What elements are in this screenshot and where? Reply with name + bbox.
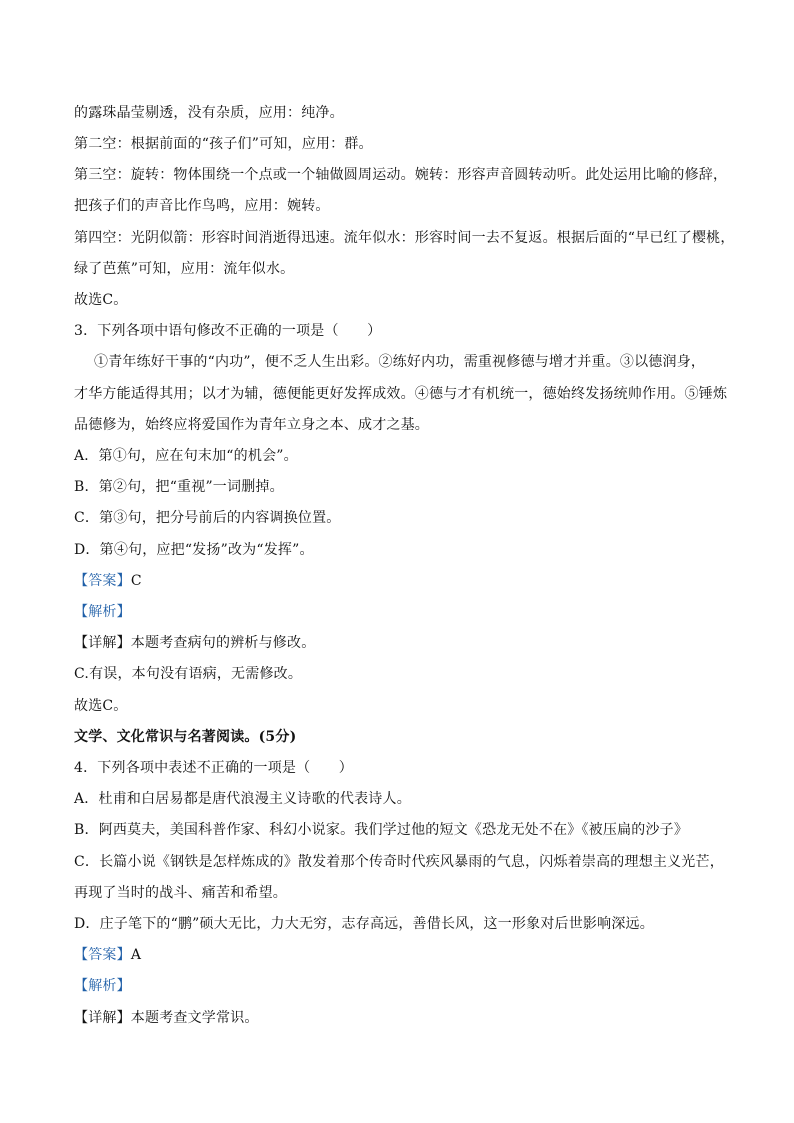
- text-line: 把孩子们的声音比作鸟鸣，应用：婉转。: [74, 198, 330, 214]
- option-c-continued: 再现了当时的战斗、痛苦和希望。: [74, 885, 287, 901]
- question-stem: 4．下列各项中表述不正确的一项是（ ）: [74, 760, 353, 776]
- option-b: B．阿西莫夫，美国科普作家、科幻小说家。我们学过他的短文《恐龙无处不在》《被压扁的沙子》: [74, 822, 689, 838]
- passage-line: 品德修为，始终应将爱国作为青年立身之本、成才之基。: [74, 417, 429, 433]
- answer-line: [74, 571, 142, 591]
- answer-tag: 【答案】: [74, 573, 131, 589]
- answer-value: A: [130, 947, 142, 963]
- analysis-tag: 【解析】: [74, 604, 131, 620]
- detail-line: 【详解】本题考查文学常识。: [74, 1010, 259, 1026]
- text-line: 第四空：光阴似箭：形容时间消逝得迅速。流年似水：形容时间一去不复返。根据后面的“早已红了樱桃，: [74, 230, 735, 246]
- passage-line: 才华方能适得其用；以才为辅，德便能更好发挥成效。④德与才有机统一，德始终发扬统帅作用。⑤锤炼: [74, 386, 728, 402]
- option-a: A．杜甫和白居易都是唐代浪漫主义诗歌的代表诗人。: [74, 791, 411, 807]
- option-c: C．第③句，把分号前后的内容调换位置。: [74, 510, 341, 526]
- answer-value: C: [130, 573, 142, 589]
- option-d: D．庄子笔下的“鹏”硕大无比，力大无穷，志存高远，善借长风，这一形象对后世影响深远。: [74, 916, 654, 932]
- answer-tag: 【答案】: [74, 947, 131, 963]
- text-line: 第二空：根据前面的“孩子们”可知，应用：群。: [74, 136, 373, 152]
- text-line: C.有误，本句没有语病，无需修改。: [74, 666, 303, 682]
- option-d: D．第④句，应把“发扬”改为“发挥”。: [74, 542, 314, 558]
- analysis-line: [74, 976, 131, 996]
- text-line: 故选C。: [74, 292, 128, 308]
- analysis-tag: 【解析】: [74, 978, 131, 994]
- question-stem: 3．下列各项中语句修改不正确的一项是（ ）: [74, 323, 382, 339]
- option-a: A．第①句，应在句末加“的机会”。: [74, 448, 298, 464]
- text-line: 绿了芭蕉”可知，应用：流年似水。: [74, 261, 295, 277]
- option-b: B．第②句，把“重视”一词删掉。: [74, 479, 284, 495]
- text-line: 故选C。: [74, 698, 128, 714]
- section-heading: 文学、文化常识与名著阅读。(5分): [74, 729, 297, 745]
- text-line: 的露珠晶莹剔透，没有杂质，应用：纯净。: [74, 105, 344, 121]
- option-c: C．长篇小说《钢铁是怎样炼成的》散发着那个传奇时代疾风暴雨的气息，闪烁着崇高的理想主义光芒，: [74, 854, 724, 870]
- analysis-line: [74, 602, 131, 622]
- answer-line: [74, 945, 141, 965]
- passage-line: ①青年练好干事的“内功”，便不乏人生出彩。②练好内功，需重视修德与增才并重。③以德润身，: [94, 354, 706, 370]
- text-line: 第三空：旋转：物体围绕一个点或一个轴做圆周运动。婉转：形容声音圆转动听。此处运用比喻的修辞，: [74, 167, 728, 183]
- detail-line: 【详解】本题考查病句的辨析与修改。: [74, 635, 316, 651]
